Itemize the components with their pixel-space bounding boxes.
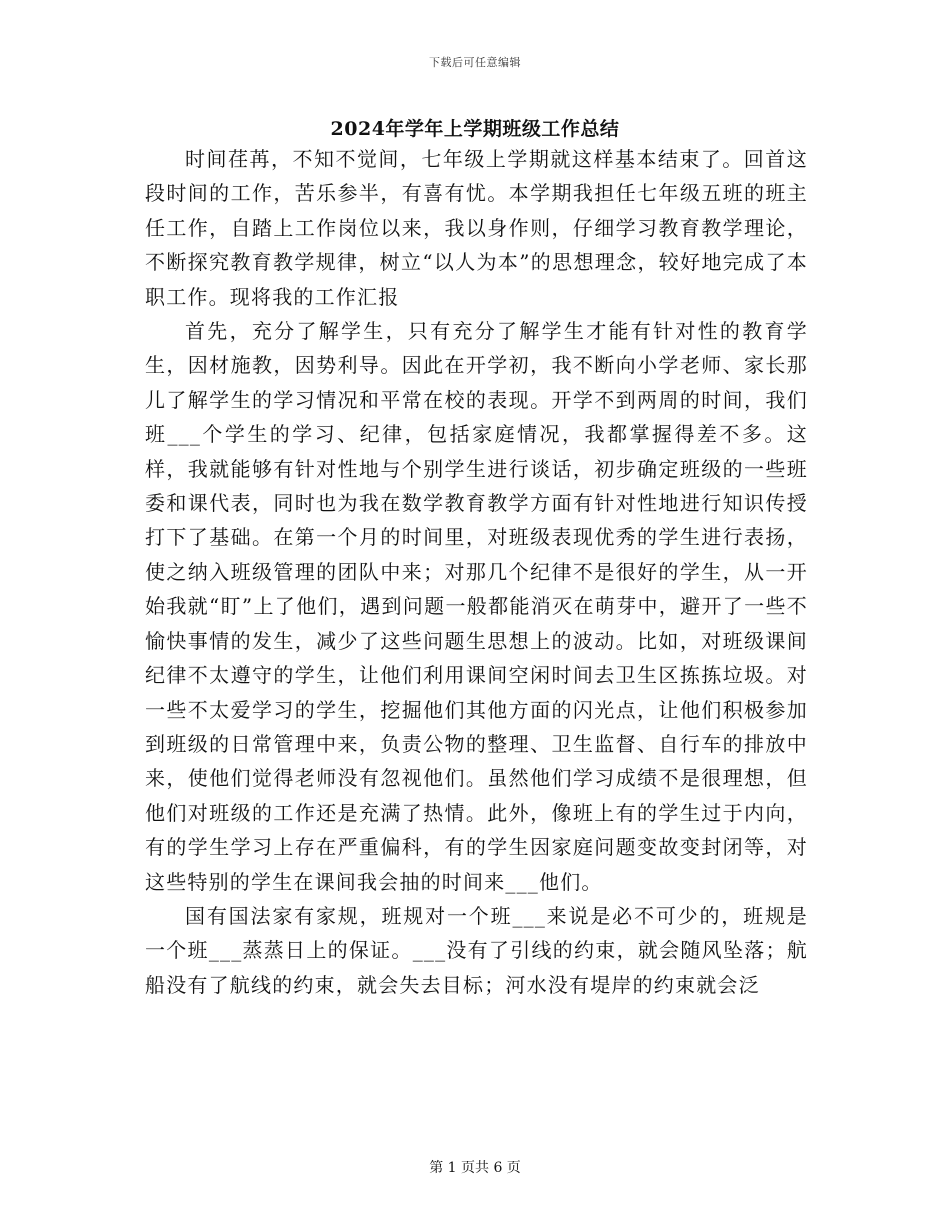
paragraph-intro: 时间荏苒，不知不觉间，七年级上学期就这样基本结束了。回首这段时间的工作，苦乐参半，有喜有忧。本学期我担任七年级五班的班主任工作，自踏上工作岗位以来，我以身作则，仔细学习教育教学理论，不断探究教育教学规律，树立“以人为本”的思想理念，较好地完成了本职工作。现将我的工作汇报 [145,147,808,309]
paragraph-understanding-students: 首先，充分了解学生，只有充分了解学生才能有针对性的教育学生，因材施教，因势利导。因此在开学初，我不断向小学老师、家长那儿了解学生的学习情况和平常在校的表现。开学不到两周的时间，我们班___个学生的学习、纪律，包括家庭情况，我都掌握得差不多。这样，我就能够有针对性地与个别学生进行谈话，初步确定班级的一些班委和课代表，同时也为我在数学教育教学方面有针对性地进行知识传授打下了基础。在第一个月的时间里，对班级表现优秀的学生进行表扬，使之纳入班级管理的团队中来；对那几个纪律不是很好的学生，从一开始我就“盯”上了他们，遇到问题一般都能消灭在萌芽中，避开了一些不愉快事情的发生，减少了这些问题生思想上的波动。比如，对班级课间纪律不太遵守的学生，让他们利用课间空闲时间去卫生区拣拣垃圾。对一些不太爱学习的学生，挖掘他们其他方面的闪光点，让他们积极参加到班级的日常管理中来，负责公物的整理、卫生监督、自行车的排放中来，使他们觉得老师没有忽视他们。虽然他们学习成绩不是很理想，但他们对班级的工作还是充满了热情。此外，像班上有的学生过于内向，有的学生学习上存在严重偏科，有的学生因家庭问题变故变封闭等，对这些特别的学生在课间我会抽的时间来___他们。 [145,319,808,894]
header-note: 下载后可任意编辑 [429,56,521,69]
paragraph-class-rules: 国有国法家有家规，班规对一个班___来说是必不可少的，班规是一个班___蒸蒸日上的保证。___没有了引线的约束，就会随风坠落；航船没有了航线的约束，就会失去目标；河水没有堤岸的约束就会泛 [145,903,808,997]
document-title: 2024年学年上学期班级工作总结 [330,118,620,140]
page-number-footer: 第 1 页共 6 页 [429,1160,521,1176]
document-body [145,142,808,1002]
